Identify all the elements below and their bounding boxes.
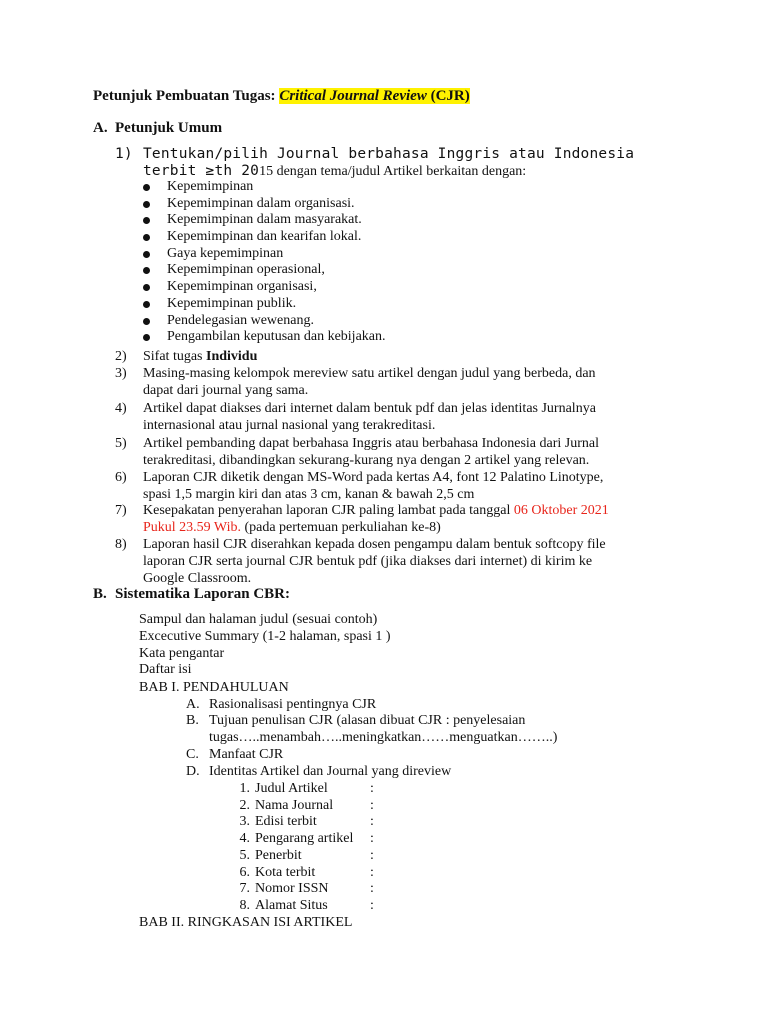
bullet-item (142, 246, 386, 263)
item-1-line-2-mono: terbit ≥th 20 (143, 163, 260, 179)
bullet-item (142, 179, 386, 196)
bullet-text: Gaya kepemimpinan (167, 245, 284, 261)
list-item-5 (115, 435, 675, 469)
item-4-line-1: Artikel dapat diakses dari internet dalam bentuk pdf dan jelas identitas Jurnalnya (143, 401, 596, 416)
bullet-dot-icon (143, 251, 150, 258)
identity-label: Pengarang artikel (255, 831, 354, 847)
sub-item-text: Manfaat CJR (209, 747, 284, 762)
item-number: 1) (115, 146, 133, 162)
sub-item-letter: A. (186, 697, 200, 712)
bullet-text: Kepemimpinan dalam organisasi. (167, 195, 355, 211)
bullet-text: Pengambilan keputusan dan kebijakan. (167, 329, 386, 345)
item-number: 6) (115, 470, 127, 485)
item-5-line-2: terakreditasi, dibandingkan sekurang-kurang nya dengan 2 artikel yang relevan. (143, 453, 590, 468)
bullet-text: Kepemimpinan organisasi, (167, 279, 317, 295)
item-number: 7) (115, 503, 127, 518)
identity-label: Penerbit (255, 847, 302, 863)
bullet-text: Kepemimpinan publik. (167, 295, 297, 311)
bullet-dot-icon (143, 201, 150, 208)
bullet-item (142, 296, 386, 313)
identity-num: 1. (239, 781, 250, 796)
bullet-dot-icon (143, 284, 150, 291)
section-b-heading (93, 586, 290, 603)
item-8-line-1: Laporan hasil CJR diserahkan kepada dosen pengampu dalam bentuk softcopy file (143, 537, 606, 552)
sub-item-text: Rasionalisasi pentingnya CJR (209, 697, 377, 712)
bullet-item (142, 212, 386, 229)
item-8-line-2: laporan CJR serta journal CJR bentuk pdf (jika diakses dari internet) di kirim ke (143, 554, 593, 569)
title-highlight: Critical Journal Review (279, 88, 427, 104)
bullet-item (142, 279, 386, 296)
item-5-line-1: Artikel pembanding dapat berbahasa Inggris atau berbahasa Indonesia dari Jurnal (143, 436, 599, 451)
identity-label: Nama Journal (255, 797, 334, 813)
identity-num: 2. (239, 797, 250, 813)
outline-line: Kata pengantar (139, 646, 225, 661)
list-item-7 (115, 502, 675, 536)
identity-label: Kota terbit (255, 864, 316, 880)
item-2-bold: Individu (206, 349, 258, 364)
identity-label: Judul Artikel (255, 781, 328, 796)
bullet-dot-icon (143, 301, 150, 308)
identity-colon: : (370, 847, 374, 863)
bullet-item (142, 196, 386, 213)
bullet-item (142, 229, 386, 246)
sub-item-letter: C. (186, 747, 199, 762)
sub-item-letter: B. (186, 713, 199, 728)
outline-line: Excecutive Summary (1-2 halaman, spasi 1 ) (139, 629, 391, 644)
bullet-dot-icon (143, 334, 150, 341)
section-b-text: Sistematika Laporan CBR: (115, 586, 291, 602)
identity-colon: : (370, 831, 374, 847)
bullet-dot-icon (143, 318, 150, 325)
title-prefix: Petunjuk Pembuatan Tugas: (93, 88, 280, 104)
topic-bullet-list (142, 179, 386, 346)
item-7-line-2-rest: (pada pertemuan perkuliahan ke-8) (240, 520, 441, 535)
list-item-1 (115, 146, 675, 180)
item-1-line-2-rest: 15 dengan tema/judul Artikel berkaitan dengan: (259, 164, 527, 179)
deadline-date: 06 Oktober 2021 (513, 503, 609, 518)
bullet-item (142, 262, 386, 279)
item-number: 2) (115, 349, 127, 364)
identity-label: Nomor ISSN (255, 881, 329, 897)
bullet-dot-icon (143, 217, 150, 224)
sub-item-text-line-2: tugas…..menambah…..meningkatkan……menguatkan……..) (209, 730, 558, 745)
item-3-line-2: dapat dari journal yang sama. (143, 383, 309, 398)
identity-num: 7. (239, 881, 250, 897)
item-number: 8) (115, 537, 127, 552)
item-number: 5) (115, 436, 127, 451)
identity-num: 5. (239, 847, 250, 863)
item-1-line-1: Tentukan/pilih Journal berbahasa Inggris atau Indonesia (143, 146, 635, 162)
item-6-line-2: spasi 1,5 margin kiri dan atas 3 cm, kanan & bawah 2,5 cm (143, 487, 475, 502)
outline-line: Daftar isi (139, 662, 192, 677)
section-a-text: Petunjuk Umum (115, 120, 223, 136)
bullet-text: Kepemimpinan (167, 179, 254, 194)
bullet-dot-icon (143, 267, 150, 274)
section-a-label: A. (93, 120, 108, 136)
list-item-8 (115, 536, 675, 587)
item-2-text: Sifat tugas (143, 349, 206, 364)
item-4-line-2: internasional atau jurnal nasional yang terakreditasi. (143, 418, 436, 433)
bab2-heading: BAB II. RINGKASAN ISI ARTIKEL (139, 915, 353, 930)
sub-item-letter: D. (186, 764, 200, 779)
item-number: 3) (115, 366, 127, 381)
deadline-time: Pukul 23.59 Wib. (143, 520, 241, 535)
identity-num: 3. (239, 814, 250, 830)
title-suffix: (CJR) (426, 88, 470, 104)
identity-label: Edisi terbit (255, 814, 317, 830)
item-8-line-3: Google Classroom. (143, 571, 252, 586)
identity-colon: : (370, 814, 374, 830)
identity-colon: : (370, 864, 374, 880)
list-item-3 (115, 365, 675, 399)
identity-num: 6. (239, 864, 250, 880)
identity-colon: : (370, 897, 374, 913)
item-3-line-1: Masing-masing kelompok mereview satu artikel dengan judul yang berbeda, dan (143, 366, 596, 381)
sub-item-text: Tujuan penulisan CJR (alasan dibuat CJR : penyelesaian (209, 713, 526, 728)
list-item-6 (115, 469, 675, 503)
document-title (93, 88, 470, 105)
bullet-item (142, 313, 386, 330)
outline-line: BAB I. PENDAHULUAN (139, 680, 289, 695)
bullet-text: Kepemimpinan dan kearifan lokal. (167, 229, 362, 245)
identity-colon: : (370, 797, 374, 813)
section-b-label: B. (93, 586, 107, 602)
bullet-dot-icon (143, 234, 150, 241)
list-item-4 (115, 400, 675, 434)
list-item-2 (115, 348, 675, 365)
identity-num: 4. (239, 831, 250, 847)
item-number: 4) (115, 401, 127, 416)
item-6-line-1: Laporan CJR diketik dengan MS-Word pada kertas A4, font 12 Palatino Linotype, (143, 470, 604, 485)
outline-line: Sampul dan halaman judul (sesuai contoh) (139, 612, 378, 627)
bullet-text: Kepemimpinan operasional, (167, 262, 325, 278)
bullet-item (142, 329, 386, 346)
section-a-heading (93, 120, 222, 137)
item-7-line-1: Kesepakatan penyerahan laporan CJR paling lambat pada tanggal (143, 503, 514, 518)
bullet-dot-icon (143, 184, 150, 191)
identity-colon: : (370, 881, 374, 897)
sub-item-text: Identitas Artikel dan Journal yang direview (209, 764, 452, 779)
bullet-text: Pendelegasian wewenang. (167, 312, 314, 328)
identity-colon: : (370, 781, 374, 796)
identity-label: Alamat Situs (255, 897, 328, 913)
bullet-text: Kepemimpinan dalam masyarakat. (167, 212, 362, 228)
identity-num: 8. (239, 897, 250, 913)
